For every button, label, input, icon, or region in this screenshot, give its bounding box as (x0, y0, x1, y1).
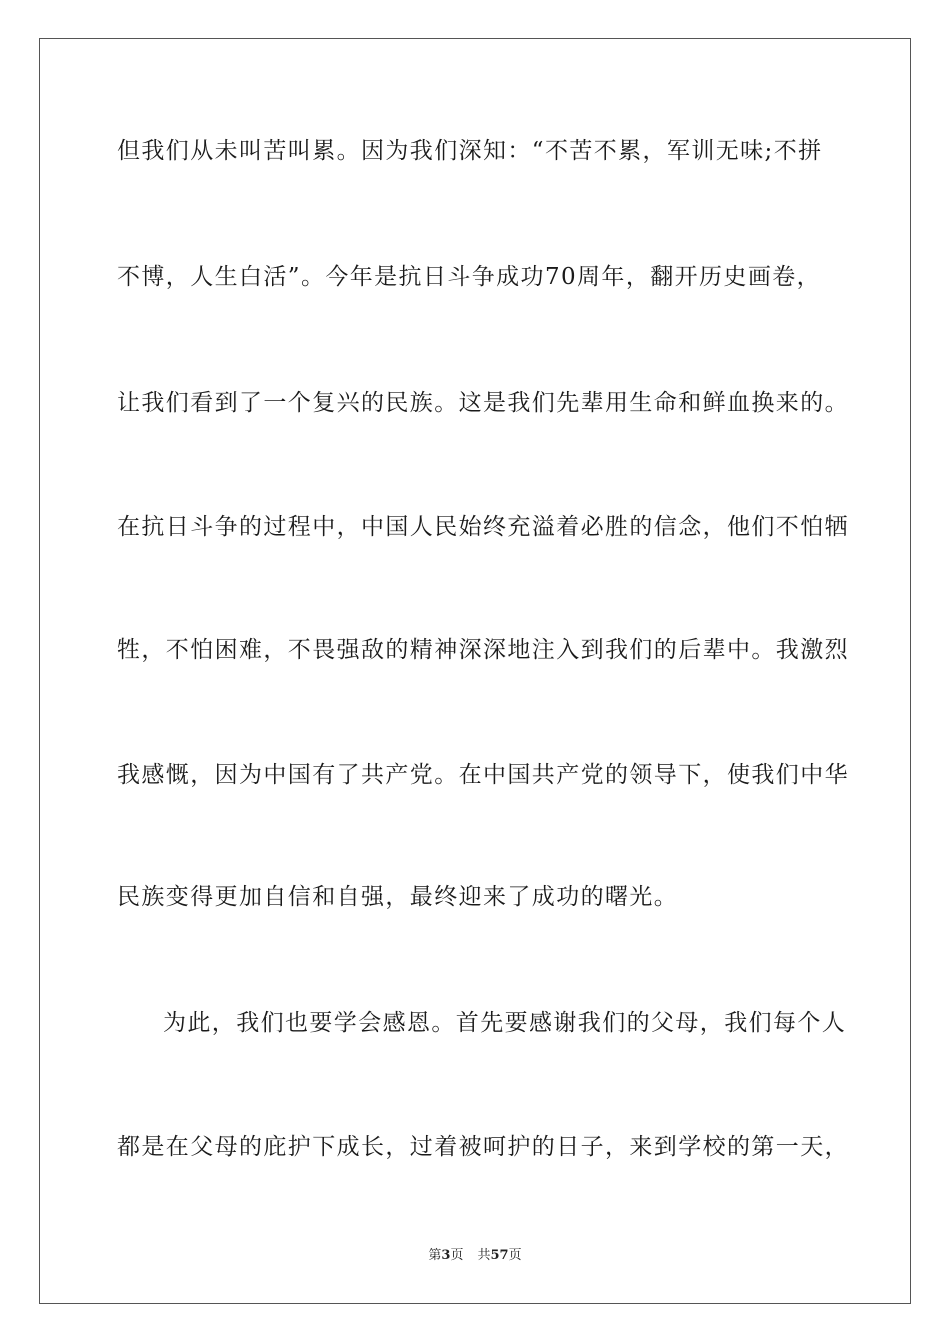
paragraph-line: 都是在父母的庇护下成长，过着被呵护的日子，来到学校的第一天， (117, 1134, 849, 1160)
paragraph-line: 让我们看到了一个复兴的民族。这是我们先辈用生命和鲜血换来的。 (117, 390, 849, 416)
current-page-number: 3 (441, 1248, 451, 1263)
paragraph-line: 不博，人生白活”。今年是抗日斗争成功70周年，翻开历史画卷， (117, 264, 822, 290)
page-footer (0, 1247, 950, 1265)
paragraph-line: 民族变得更加自信和自强，最终迎来了成功的曙光。 (117, 884, 679, 910)
total-prefix: 共 (477, 1248, 491, 1263)
page-prefix: 第 (428, 1248, 442, 1263)
page-suffix: 页 (450, 1248, 464, 1263)
paragraph-line: 在抗日斗争的过程中，中国人民始终充溢着必胜的信念，他们不怕牺 (117, 514, 849, 540)
total-suffix: 页 (508, 1248, 522, 1263)
paragraph-line: 我感慨，因为中国有了共产党。在中国共产党的领导下，使我们中华 (117, 762, 849, 788)
page-border (39, 38, 911, 1304)
total-pages-number: 57 (490, 1248, 509, 1263)
paragraph-line: 牲，不怕困难，不畏强敌的精神深深地注入到我们的后辈中。我激烈 (117, 637, 849, 663)
paragraph-line: 为此，我们也要学会感恩。首先要感谢我们的父母，我们每个人 (163, 1010, 847, 1036)
paragraph-line: 但我们从未叫苦叫累。因为我们深知：“不苦不累，军训无味;不拼 (117, 138, 823, 164)
